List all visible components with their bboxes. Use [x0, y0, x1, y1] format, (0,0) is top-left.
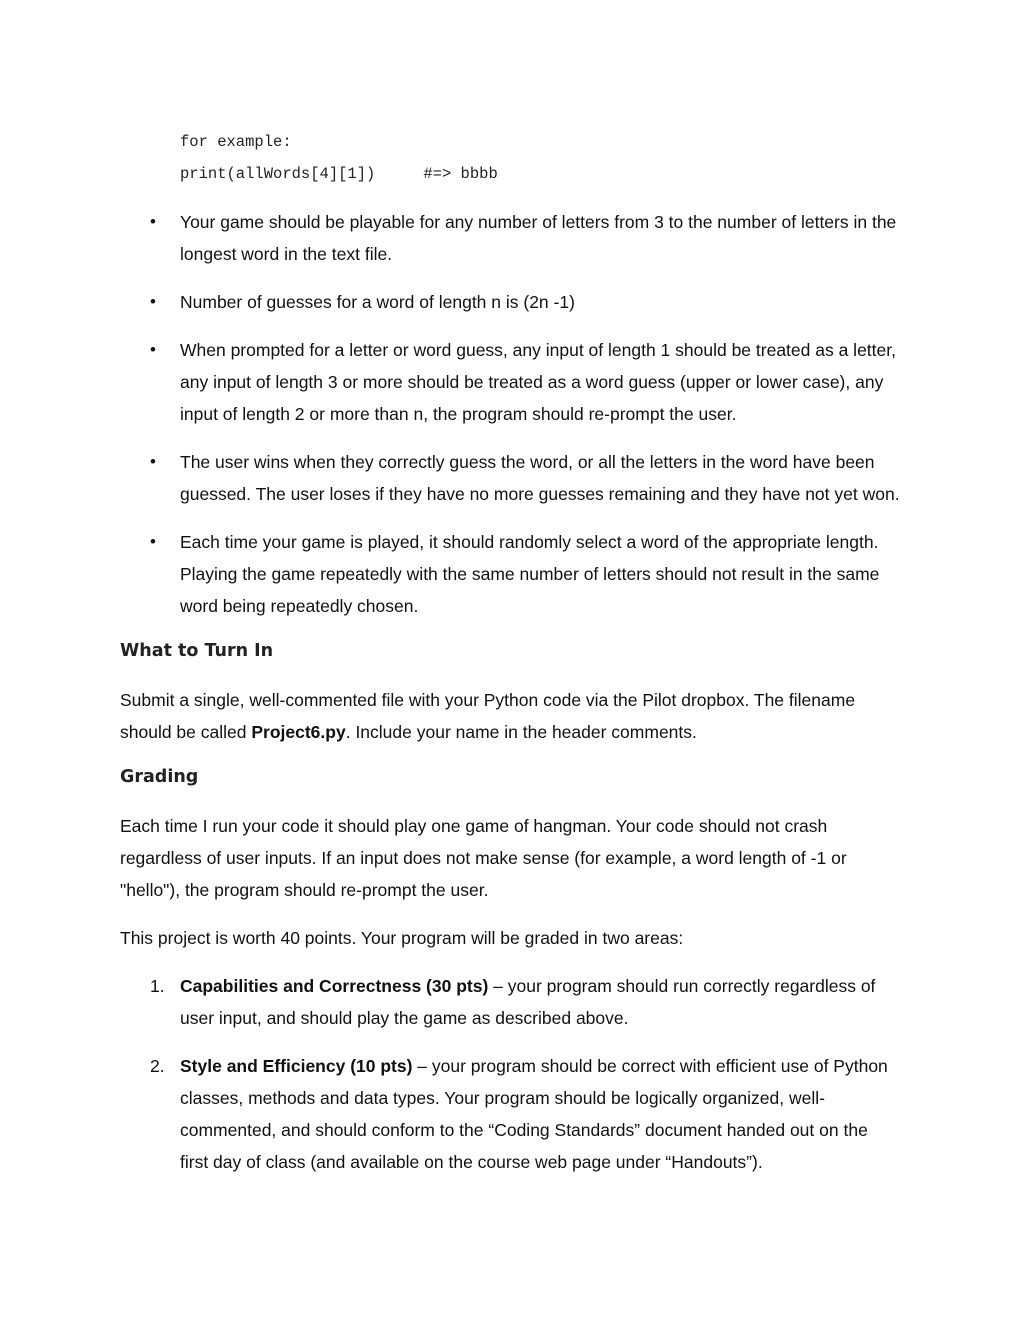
list-item-text: Number of guesses for a word of length n is (2n -1) [180, 292, 575, 312]
list-item [0, 334, 910, 430]
list-item [0, 446, 910, 510]
list-item-text: The user wins when they correctly guess the word, or all the letters in the word have been guessed. The user loses if they have no more guesses remaining and they have not yet won. [180, 452, 900, 504]
grading-area-text: – your program should run correctly regardless of user input, and should play the game as described above. [180, 976, 876, 1028]
code-line-print [180, 158, 498, 190]
bullet-icon: • [150, 452, 156, 471]
list-item [0, 1050, 895, 1178]
turn-in-text-before: Submit a single, well-commented file with your Python code via the Pilot dropbox. The filename should be called [120, 690, 856, 742]
turn-in-text-after: . Include your name in the header comments. [345, 722, 697, 742]
grading-paragraph: Each time I run your code it should play one game of hangman. Your code should not crash regardless of user inputs. If an input does not make sense (for example, a word length of -1 or "hello"), the program should re-prompt the user. [120, 816, 847, 900]
project-filename: Project6.py [251, 722, 346, 742]
grading-area-title: Capabilities and Correctness (30 pts) [180, 976, 489, 996]
list-item [0, 970, 895, 1034]
bullet-icon: • [150, 532, 156, 551]
section-heading-grading: Grading [120, 767, 199, 787]
list-number: 2. [150, 1056, 165, 1076]
section-heading-turn-in: What to Turn In [120, 641, 274, 661]
list-item [0, 286, 910, 318]
requirements-list [0, 206, 1020, 638]
turn-in-paragraph [120, 684, 900, 748]
list-item [0, 206, 910, 270]
grading-area-text: – your program should be correct with efficient use of Python classes, methods and data types. Your program should be logically organized, well-commented, and should conform to the “Coding Standards” document handed out on the first day of class (and available on the course web page under “Handouts”). [180, 1056, 888, 1172]
bullet-icon: • [150, 340, 156, 359]
points-paragraph: This project is worth 40 points. Your program will be graded in two areas: [120, 928, 684, 948]
grading-areas-list [0, 970, 1020, 1194]
code-line-example-label: for example: [180, 133, 292, 151]
list-item-text: Your game should be playable for any number of letters from 3 to the number of letters in the longest word in the text file. [180, 212, 897, 264]
code-comment: #=> bbbb [423, 165, 498, 183]
list-item [0, 526, 910, 622]
bullet-icon: • [150, 292, 156, 311]
code-print-statement: print(allWords[4][1]) [180, 165, 376, 183]
list-item-text: When prompted for a letter or word guess, any input of length 1 should be treated as a letter, any input of length 3 or more should be treated as a word guess (upper or lower case), any input of length 2 or more than n, the program should re-prompt the user. [180, 340, 896, 424]
grading-area-title: Style and Efficiency (10 pts) [180, 1056, 413, 1076]
list-item-text: Each time your game is played, it should randomly select a word of the appropriate length. Playing the game repeatedly with the same number of letters should not result in the same word being repeatedly chosen. [180, 532, 880, 616]
list-number: 1. [150, 976, 165, 996]
bullet-icon: • [150, 212, 156, 231]
